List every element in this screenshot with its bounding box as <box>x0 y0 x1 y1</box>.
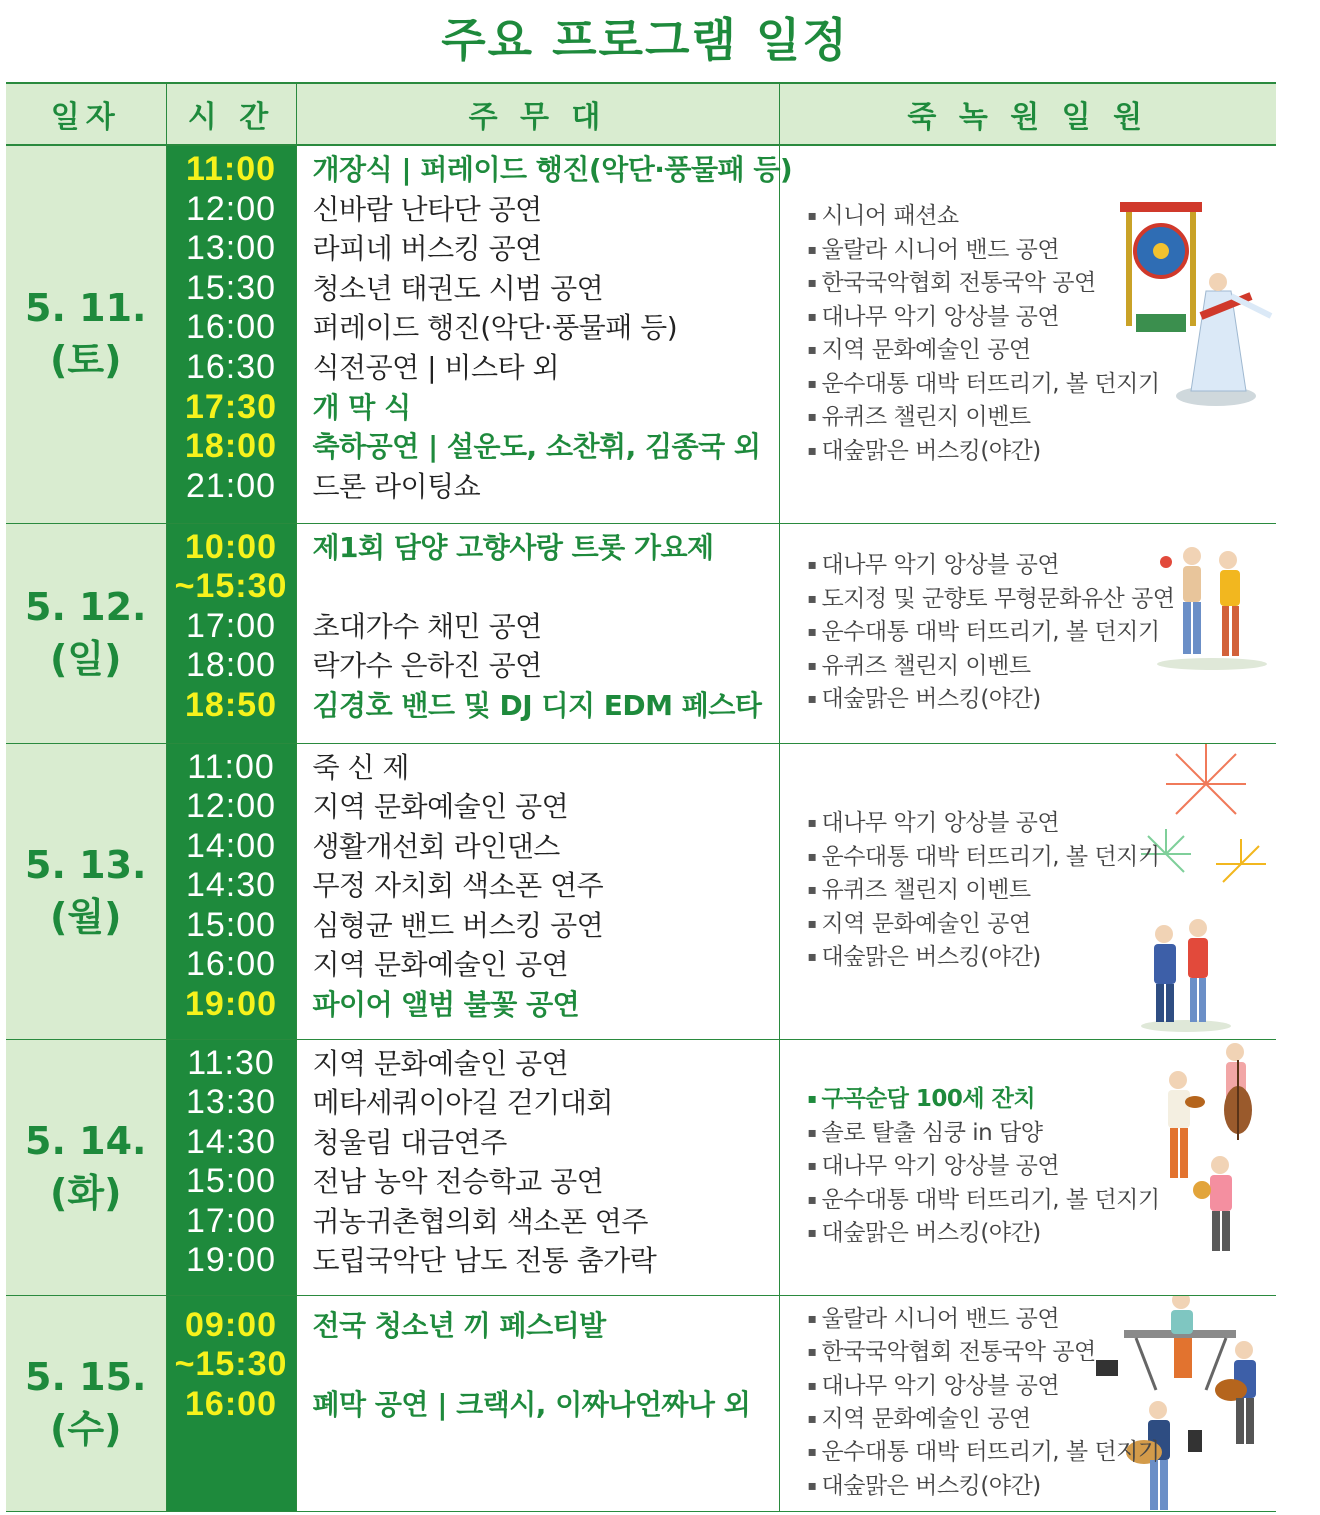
side-event-text: 한국국악협회 전통국악 공연 <box>821 1339 1096 1366</box>
square-bullet-icon: ▪ <box>807 915 817 932</box>
side-event-text: 대숲맑은 버스킹(야간) <box>821 1220 1041 1247</box>
program-item: 드론 라이팅쇼 <box>312 469 481 503</box>
square-bullet-icon: ▪ <box>807 1158 817 1175</box>
program-item: 전국 청소년 끼 페스티발 <box>312 1308 606 1342</box>
program-item: 무정 자치회 색소폰 연주 <box>312 869 604 903</box>
program-item: 청울림 대금연주 <box>312 1125 507 1159</box>
program-item: 개 막 식 <box>312 390 411 424</box>
side-event-item <box>808 200 1277 233</box>
time-slot: 18:00 <box>185 646 277 685</box>
side-event-item <box>808 1184 1277 1217</box>
side-event-item <box>808 301 1277 334</box>
side-event-text: 운수대통 대박 터뜨리기, 볼 던지기 <box>821 843 1160 870</box>
header-time: 시 간 <box>166 83 296 145</box>
side-event-text: 대숲맑은 버스킹(야간) <box>821 1473 1041 1500</box>
square-bullet-icon: ▪ <box>807 657 817 674</box>
header-side: 죽 녹 원 일 원 <box>779 83 1276 145</box>
side-event-item <box>808 941 1277 974</box>
time-slot: 17:00 <box>185 606 277 645</box>
time-slot: 13:00 <box>185 229 277 268</box>
time-slot: 11:30 <box>187 1043 275 1082</box>
square-bullet-icon: ▪ <box>807 1091 817 1108</box>
program-item: 폐막 공연 | 크랙시, 이짜나언짜나 외 <box>312 1387 751 1421</box>
side-event-list <box>808 549 1277 716</box>
side-event-item <box>808 650 1277 683</box>
program-list <box>313 748 779 1025</box>
schedule-day-row <box>6 743 1276 1039</box>
program-item: 초대가수 채민 공연 <box>312 609 542 643</box>
side-event-item <box>808 1117 1277 1150</box>
time-cell <box>166 523 296 743</box>
side-event-item <box>808 368 1277 401</box>
date-label: 5. 13. <box>25 843 147 887</box>
program-list <box>312 150 793 506</box>
side-event-text: 운수대통 대박 터뜨리기, 볼 던지기 <box>821 1439 1160 1466</box>
program-item: 라피네 버스킹 공연 <box>312 232 542 266</box>
square-bullet-icon: ▪ <box>807 208 817 225</box>
date-cell <box>6 523 166 743</box>
square-bullet-icon: ▪ <box>807 375 817 392</box>
time-list <box>167 748 296 1025</box>
side-event-item <box>808 334 1277 367</box>
schedule-day-row <box>6 1039 1276 1295</box>
square-bullet-icon: ▪ <box>807 848 817 865</box>
side-event-text: 대숲맑은 버스킹(야간) <box>821 944 1041 971</box>
program-item: 지역 문화예술인 공연 <box>312 790 569 824</box>
time-slot: 15:30 <box>185 268 277 307</box>
square-bullet-icon: ▪ <box>807 275 817 292</box>
program-item: 개장식 | 퍼레이드 행진(악단·풍물패 등) <box>312 153 793 186</box>
program-item: 지역 문화예술인 공연 <box>312 1046 569 1080</box>
square-bullet-icon: ▪ <box>807 241 817 258</box>
program-item: 생활개선회 라인댄스 <box>312 829 560 863</box>
time-slot: 16:00 <box>185 1384 277 1423</box>
weekday-label: (월) <box>50 895 122 939</box>
time-slot: 19:00 <box>185 1241 277 1280</box>
side-event-item <box>808 616 1277 649</box>
side-event-list <box>808 1303 1277 1504</box>
header-main-stage: 주 무 대 <box>296 83 779 145</box>
date-label: 5. 15. <box>25 1355 147 1399</box>
time-slot: 09:00 <box>185 1305 277 1344</box>
side-event-text: 한국국악협회 전통국악 공연 <box>821 270 1096 297</box>
time-slot: 21:00 <box>185 466 277 505</box>
time-list <box>167 528 296 726</box>
side-event-cell <box>779 1295 1276 1511</box>
square-bullet-icon: ▪ <box>807 1344 817 1361</box>
side-event-item <box>808 1436 1277 1469</box>
square-bullet-icon: ▪ <box>807 691 817 708</box>
side-event-item <box>808 807 1277 840</box>
square-bullet-icon: ▪ <box>807 590 817 607</box>
side-event-cell <box>779 1039 1276 1295</box>
main-stage-cell <box>296 1039 779 1295</box>
side-event-text: 구곡순담 100세 잔치 <box>821 1086 1036 1113</box>
program-item: 퍼레이드 행진(악단·풍물패 등) <box>312 311 678 345</box>
square-bullet-icon: ▪ <box>807 1191 817 1208</box>
time-slot: 18:00 <box>185 427 277 466</box>
side-event-item <box>808 401 1277 434</box>
side-event-item <box>808 234 1277 267</box>
side-event-text: 울랄라 시니어 밴드 공연 <box>821 1305 1060 1332</box>
program-item: 지역 문화예술인 공연 <box>312 948 569 982</box>
program-item: 김경호 밴드 및 DJ 디지 EDM 페스타 <box>312 688 762 722</box>
page-title: 주요 프로그램 일정 <box>441 13 849 67</box>
square-bullet-icon: ▪ <box>807 1377 817 1394</box>
time-slot: 12:00 <box>185 787 277 826</box>
side-event-cell <box>779 523 1276 743</box>
side-event-text: 솔로 탈출 심쿵 in 담양 <box>821 1119 1043 1146</box>
time-slot: 10:00 <box>185 527 277 566</box>
square-bullet-icon: ▪ <box>807 409 817 426</box>
main-stage-cell <box>296 145 793 523</box>
time-list <box>167 150 296 506</box>
square-bullet-icon: ▪ <box>807 1411 817 1427</box>
side-event-text: 대숲맑은 버스킹(야간) <box>821 437 1041 464</box>
side-event-item <box>808 267 1277 300</box>
side-event-text: 지역 문화예술인 공연 <box>821 910 1031 937</box>
side-event-text: 울랄라 시니어 밴드 공연 <box>821 237 1060 264</box>
main-stage-cell <box>296 1295 779 1511</box>
time-slot: 14:00 <box>185 826 277 865</box>
program-list <box>313 1306 779 1425</box>
side-event-text: 유퀴즈 챌린지 이벤트 <box>821 404 1031 431</box>
time-cell <box>166 743 296 1039</box>
side-event-list <box>808 807 1277 974</box>
side-event-item <box>808 841 1277 874</box>
time-cell <box>166 145 296 523</box>
program-item: 식전공연 | 비스타 외 <box>312 350 560 384</box>
table-header-row <box>6 83 1276 145</box>
side-event-cell <box>779 743 1276 1039</box>
square-bullet-icon: ▪ <box>807 815 817 832</box>
side-event-text: 유퀴즈 챌린지 이벤트 <box>821 877 1031 904</box>
side-event-text: 운수대통 대박 터뜨리기, 볼 던지기 <box>821 370 1160 397</box>
side-event-list <box>808 200 1277 468</box>
time-slot: 13:30 <box>185 1083 277 1122</box>
side-event-text: 대나무 악기 앙상블 공연 <box>821 1372 1060 1399</box>
schedule-day-row <box>6 523 1276 743</box>
time-cell <box>166 1295 296 1511</box>
program-item: 신바람 난타단 공연 <box>312 192 542 226</box>
program-item: 귀농귀촌협의회 색소폰 연주 <box>312 1204 648 1238</box>
date-cell <box>6 145 166 523</box>
side-event-item <box>808 1217 1277 1250</box>
program-list <box>313 1044 779 1282</box>
time-list <box>167 1306 296 1425</box>
weekday-label: (수) <box>50 1407 122 1451</box>
time-slot: ~15:30 <box>174 567 288 606</box>
side-event-text: 운수대통 대박 터뜨리기, 볼 던지기 <box>821 619 1160 646</box>
time-slot: 16:00 <box>185 945 277 984</box>
main-stage-cell <box>296 743 779 1039</box>
side-event-item <box>808 1370 1277 1403</box>
side-event-text: 운수대통 대박 터뜨리기, 볼 던지기 <box>821 1186 1160 1213</box>
side-event-item <box>808 1303 1277 1336</box>
time-slot: 16:00 <box>185 308 277 347</box>
schedule-day-row <box>6 145 1276 523</box>
square-bullet-icon: ▪ <box>807 557 817 574</box>
schedule-day-row <box>6 1295 1276 1511</box>
side-event-text: 도지정 및 군향토 무형문화유산 공연 <box>821 585 1175 612</box>
side-event-item <box>808 908 1277 941</box>
time-slot: 19:00 <box>185 985 277 1024</box>
time-slot: 14:30 <box>185 866 277 905</box>
time-slot: 11:00 <box>187 747 275 786</box>
square-bullet-icon: ▪ <box>807 308 817 325</box>
side-event-item <box>808 1336 1277 1369</box>
square-bullet-icon: ▪ <box>807 1310 817 1327</box>
time-slot: 15:00 <box>185 905 277 944</box>
program-item: 전남 농악 전승학교 공연 <box>312 1165 604 1199</box>
program-item: 축하공연 | 설운도, 소찬휘, 김종국 외 <box>312 430 761 464</box>
side-event-list <box>808 1083 1277 1250</box>
weekday-label: (일) <box>50 637 122 681</box>
square-bullet-icon: ▪ <box>807 1225 817 1242</box>
side-event-item <box>808 683 1277 716</box>
time-cell <box>166 1039 296 1295</box>
side-event-text: 유퀴즈 챌린지 이벤트 <box>821 652 1031 679</box>
program-item: 제1회 담양 고향사랑 트롯 가요제 <box>312 530 714 564</box>
side-event-text: 지역 문화예술인 공연 <box>821 1406 1031 1433</box>
side-event-text: 대나무 악기 앙상블 공연 <box>821 810 1060 837</box>
date-cell <box>6 1295 166 1511</box>
side-event-item <box>808 1083 1277 1116</box>
time-list <box>167 1044 296 1282</box>
time-slot: ~15:30 <box>174 1345 288 1384</box>
program-list <box>313 528 779 726</box>
side-event-item <box>808 435 1277 468</box>
side-event-text: 대나무 악기 앙상블 공연 <box>821 552 1060 579</box>
weekday-label: (화) <box>50 1171 122 1215</box>
square-bullet-icon: ▪ <box>807 1444 817 1461</box>
date-cell <box>6 1039 166 1295</box>
square-bullet-icon: ▪ <box>807 949 817 966</box>
side-event-cell <box>779 145 1276 523</box>
time-slot: 17:30 <box>185 387 277 426</box>
square-bullet-icon: ▪ <box>807 442 817 459</box>
side-event-text: 대나무 악기 앙상블 공연 <box>821 1153 1060 1180</box>
side-event-item <box>808 1150 1277 1183</box>
program-item <box>313 1345 779 1385</box>
square-bullet-icon: ▪ <box>807 882 817 899</box>
program-item: 죽 신 제 <box>312 750 409 784</box>
main-stage-cell <box>296 523 779 743</box>
program-item: 파이어 앨범 불꽃 공연 <box>312 988 580 1022</box>
program-item: 도립국악단 남도 전통 춤가락 <box>312 1244 657 1278</box>
weekday-label: (토) <box>50 338 122 383</box>
program-item: 심형균 밴드 버스킹 공연 <box>312 908 604 942</box>
time-slot: 12:00 <box>185 189 277 228</box>
date-cell <box>6 743 166 1039</box>
time-slot: 16:30 <box>185 347 277 386</box>
side-event-text: 지역 문화예술인 공연 <box>821 337 1031 364</box>
side-event-item <box>808 583 1277 616</box>
time-slot: 15:00 <box>185 1162 277 1201</box>
date-label: 5. 12. <box>25 585 147 629</box>
square-bullet-icon: ▪ <box>807 342 817 359</box>
program-item: 락가수 은하진 공연 <box>312 649 542 683</box>
side-event-item <box>808 1470 1277 1503</box>
date-label: 5. 11. <box>25 286 147 331</box>
side-event-item <box>808 874 1277 907</box>
side-event-text: 대숲맑은 버스킹(야간) <box>821 686 1041 713</box>
side-event-item <box>808 549 1277 582</box>
schedule-table <box>6 82 1276 1512</box>
side-event-text: 대나무 악기 앙상블 공연 <box>821 303 1060 330</box>
date-label: 5. 14. <box>25 1119 147 1163</box>
square-bullet-icon: ▪ <box>807 1124 817 1141</box>
time-slot: 17:00 <box>185 1201 277 1240</box>
side-event-item <box>808 1403 1277 1436</box>
program-item: 청소년 태권도 시범 공연 <box>312 271 604 305</box>
square-bullet-icon: ▪ <box>807 624 817 641</box>
program-item <box>313 567 779 607</box>
header-date: 일자 <box>6 83 166 145</box>
program-item: 메타세쿼이아길 걷기대회 <box>312 1086 613 1120</box>
time-slot: 14:30 <box>185 1122 277 1161</box>
time-slot: 11:00 <box>185 150 277 188</box>
square-bullet-icon: ▪ <box>807 1477 817 1494</box>
time-slot: 18:50 <box>185 685 277 724</box>
side-event-text: 시니어 패션쇼 <box>821 203 959 230</box>
